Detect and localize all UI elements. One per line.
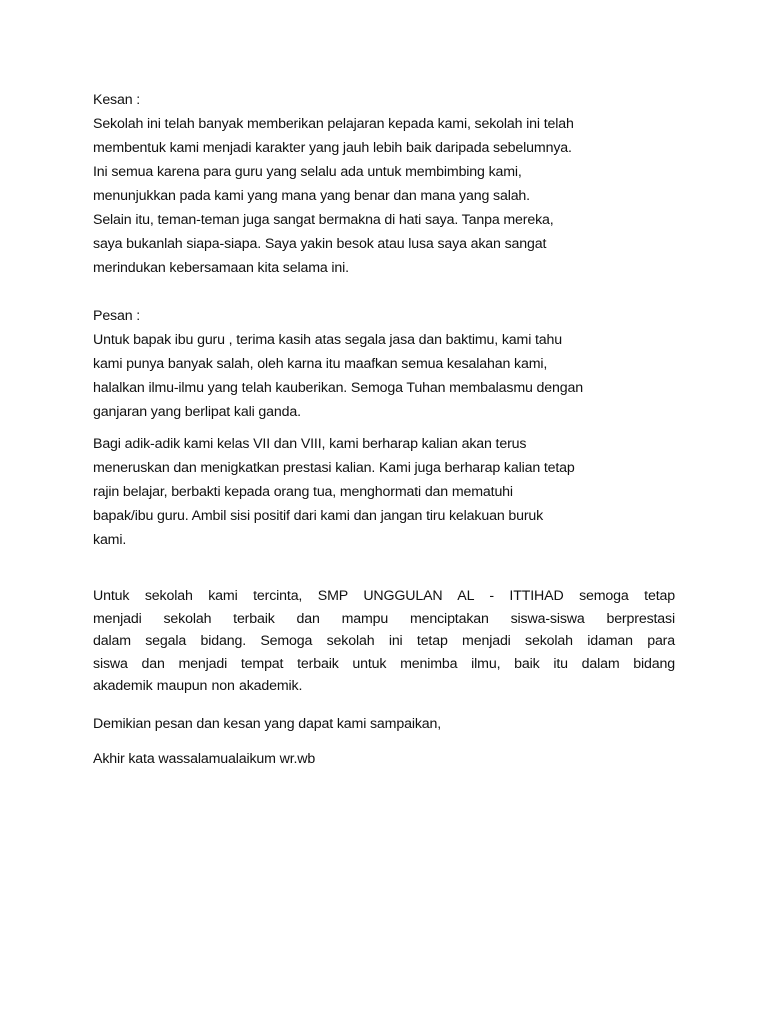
- pesan-line: kami punya banyak salah, oleh karna itu maafkan semua kesalahan kami,: [93, 356, 548, 372]
- pesan-heading: Pesan :: [93, 308, 141, 324]
- pesan-line: Untuk bapak ibu guru , terima kasih atas segala jasa dan baktimu, kami tahu: [93, 332, 563, 348]
- pesan-line: bapak/ibu guru. Ambil sisi positif dari kami dan jangan tiru kelakuan buruk: [93, 508, 544, 524]
- kesan-heading: Kesan :: [93, 92, 141, 108]
- pesan-line: siswa dan menjadi tempat terbaik untuk menimba ilmu, baik itu dalam bidang: [93, 655, 675, 672]
- spacer: [93, 424, 677, 432]
- closing-section: [93, 698, 677, 771]
- kesan-line: Ini semua karena para guru yang selalu ada untuk membimbing kami,: [93, 164, 522, 180]
- pesan-line: akademik maupun non akademik.: [93, 678, 303, 695]
- pesan-section: [93, 304, 677, 698]
- spacer: [93, 736, 677, 747]
- pesan-line: dalam segala bidang. Semoga sekolah ini tetap menjadi sekolah idaman para: [93, 633, 675, 650]
- kesan-section: [93, 88, 677, 280]
- pesan-juniors-paragraph: [93, 432, 677, 552]
- kesan-line: Selain itu, teman-teman juga sangat bermakna di hati saya. Tanpa mereka,: [93, 212, 554, 228]
- pesan-school-paragraph: [93, 585, 675, 698]
- spacer: [93, 698, 677, 712]
- kesan-line: menunjukkan pada kami yang mana yang benar dan mana yang salah.: [93, 188, 530, 204]
- pesan-line: Untuk sekolah kami tercinta, SMP UNGGULAN AL - ITTIHAD semoga tetap: [93, 588, 675, 604]
- pesan-line: ganjaran yang berlipat kali ganda.: [93, 404, 301, 420]
- pesan-line: meneruskan dan menigkatkan prestasi kalian. Kami juga berharap kalian tetap: [93, 460, 575, 476]
- kesan-line: membentuk kami menjadi karakter yang jauh lebih baik daripada sebelumnya.: [93, 140, 572, 156]
- kesan-line: Sekolah ini telah banyak memberikan pelajaran kepada kami, sekolah ini telah: [93, 116, 574, 132]
- pesan-line: kami.: [93, 532, 127, 548]
- closing-line: Demikian pesan dan kesan yang dapat kami sampaikan,: [93, 715, 442, 732]
- spacer: [93, 280, 677, 304]
- document-body: [93, 88, 677, 771]
- pesan-line: rajin belajar, berbakti kepada orang tua, menghormati dan mematuhi: [93, 484, 513, 500]
- pesan-line: halalkan ilmu-ilmu yang telah kauberikan. Semoga Tuhan membalasmu dengan: [93, 380, 583, 396]
- pesan-teachers-paragraph: [93, 328, 677, 424]
- kesan-line: merindukan kebersamaan kita selama ini.: [93, 260, 349, 276]
- pesan-line: menjadi sekolah terbaik dan mampu menciptakan siswa-siswa berprestasi: [93, 610, 675, 627]
- spacer: [93, 552, 677, 585]
- kesan-line: saya bukanlah siapa-siapa. Saya yakin besok atau lusa saya akan sangat: [93, 236, 547, 252]
- closing-line: Akhir kata wassalamualaikum wr.wb: [93, 750, 316, 767]
- pesan-line: Bagi adik-adik kami kelas VII dan VIII, kami berharap kalian akan terus: [93, 436, 527, 452]
